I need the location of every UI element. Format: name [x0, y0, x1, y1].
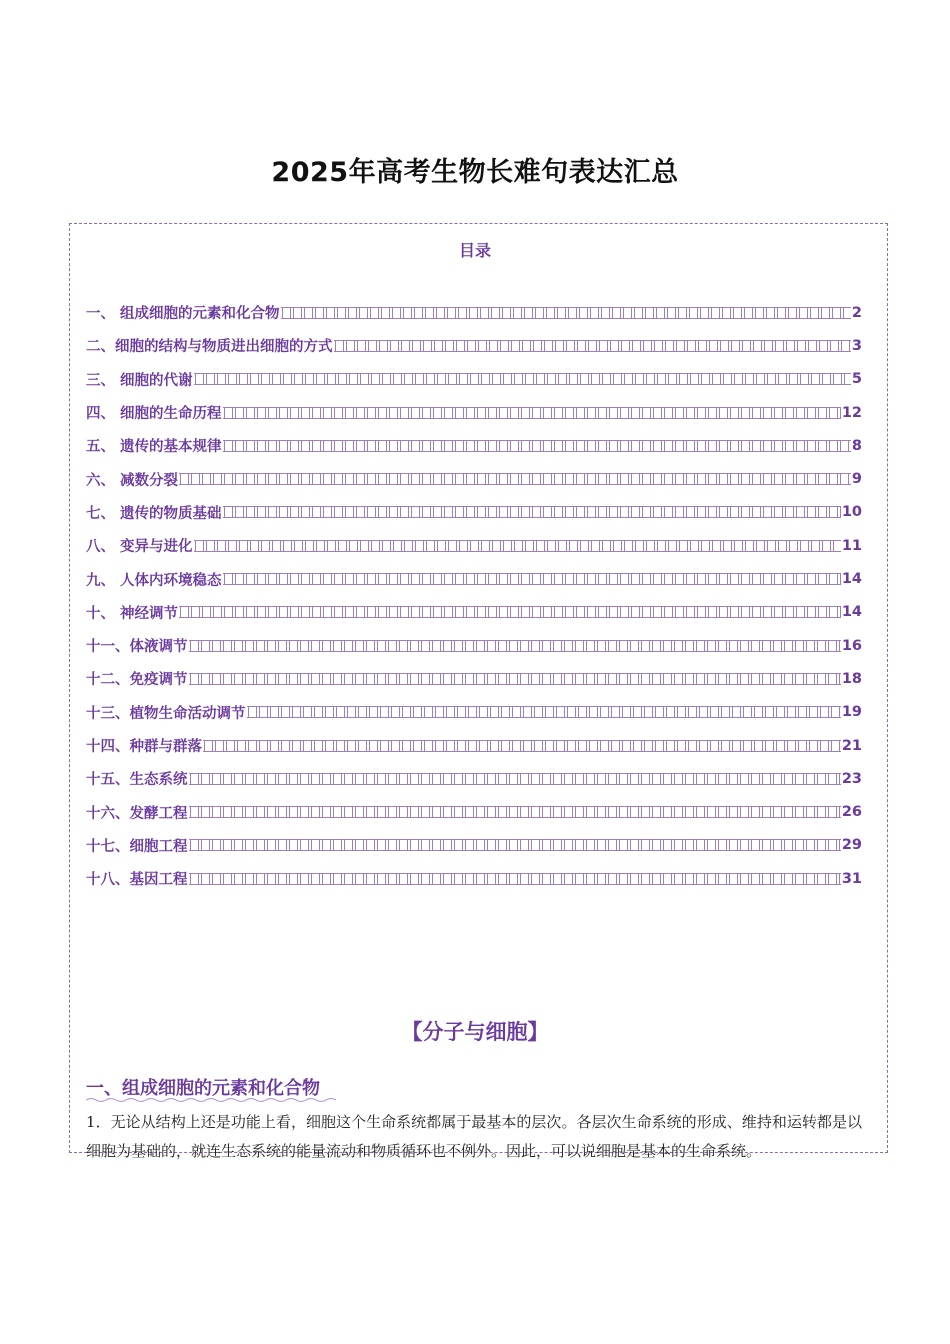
toc-entry-label: 十八、基因工程: [86, 872, 188, 889]
toc-leader: [194, 373, 851, 385]
toc-entry-label: 十五、生态系统: [86, 772, 188, 789]
toc-entry-page: 11: [841, 537, 862, 554]
document-title: 2025年高考生物长难句表达汇总: [271, 157, 679, 188]
toc-leader: [179, 473, 851, 485]
toc-entry[interactable]: [86, 363, 862, 396]
toc-entry-label: 八、 变异与进化: [86, 539, 193, 556]
toc-entry[interactable]: [86, 396, 862, 429]
toc-entry[interactable]: [86, 795, 862, 828]
toc-entry-label: 十二、免疫调节: [86, 672, 188, 689]
toc-entry-label: 六、 减数分裂: [86, 472, 179, 489]
toc-entry-label: 五、 遗传的基本规律: [86, 439, 222, 456]
toc-leader: [194, 540, 841, 552]
toc-entry-label: 十一、体液调节: [86, 639, 188, 656]
toc-leader: [179, 606, 841, 618]
toc-entry-page: 3: [851, 337, 862, 354]
toc-entry-page: 23: [841, 770, 862, 787]
toc-entry-page: 18: [841, 670, 862, 687]
toc-entry[interactable]: [86, 529, 862, 562]
toc-leader: [189, 873, 841, 885]
toc-entry-page: 19: [841, 704, 862, 721]
toc-leader: [334, 340, 851, 352]
toc-entry-label: 十七、细胞工程: [86, 838, 188, 855]
toc-entry-label: 九、 人体内环境稳态: [86, 572, 222, 589]
toc-leader: [189, 773, 841, 785]
toc-entry-label: 四、 细胞的生命历程: [86, 406, 222, 423]
toc-entry-page: 5: [851, 371, 862, 388]
toc-entry-page: 14: [841, 604, 862, 621]
section-banner: 【分子与细胞】: [401, 1020, 549, 1044]
toc-entry-page: 14: [841, 571, 862, 588]
toc-leader: [189, 673, 841, 685]
toc-entry-page: 26: [841, 804, 862, 821]
toc-entry[interactable]: [86, 429, 862, 462]
toc-leader: [189, 806, 841, 818]
toc-entry-label: 十六、发酵工程: [86, 805, 188, 822]
toc-list: [86, 296, 862, 895]
toc-entry[interactable]: [86, 829, 862, 862]
toc-entry-page: 16: [841, 637, 862, 654]
toc-leader: [281, 307, 851, 319]
toc-entry[interactable]: [86, 662, 862, 695]
toc-heading: 目录: [458, 241, 491, 260]
toc-entry-page: 29: [841, 837, 862, 854]
toc-entry[interactable]: [86, 462, 862, 495]
toc-entry-page: 8: [851, 437, 862, 454]
toc-entry[interactable]: [86, 862, 862, 895]
toc-entry-page: 2: [851, 304, 862, 321]
toc-leader: [223, 407, 841, 419]
toc-entry-page: 10: [841, 504, 862, 521]
toc-entry[interactable]: [86, 729, 862, 762]
toc-entry-label: 二、细胞的结构与物质进出细胞的方式: [86, 339, 333, 356]
toc-entry-page: 21: [841, 737, 862, 754]
toc-leader: [189, 839, 841, 851]
toc-entry-label: 七、 遗传的物质基础: [86, 505, 222, 522]
toc-entry-label: 三、 细胞的代谢: [86, 372, 193, 389]
toc-entry[interactable]: [86, 562, 862, 595]
toc-entry-page: 12: [841, 404, 862, 421]
section-heading: 一、组成细胞的元素和化合物: [86, 1078, 320, 1099]
toc-entry[interactable]: [86, 762, 862, 795]
toc-leader: [189, 640, 841, 652]
toc-leader: [203, 740, 841, 752]
toc-entry[interactable]: [86, 629, 862, 662]
toc-entry[interactable]: [86, 329, 862, 362]
heading-underline-wave: [86, 1097, 336, 1103]
toc-entry-label: 一、 组成细胞的元素和化合物: [86, 306, 280, 323]
toc-entry[interactable]: [86, 296, 862, 329]
toc-entry-label: 十四、种群与群落: [86, 739, 202, 755]
toc-leader: [223, 440, 851, 452]
toc-leader: [247, 706, 841, 718]
toc-entry[interactable]: [86, 596, 862, 629]
toc-entry[interactable]: [86, 696, 862, 729]
toc-entry-label: 十三、植物生命活动调节: [86, 705, 246, 722]
toc-leader: [223, 506, 841, 518]
toc-entry[interactable]: [86, 496, 862, 529]
toc-leader: [223, 573, 841, 585]
body-paragraph: 1．无论从结构上还是功能上看，细胞这个生命系统都属于最基本的层次。各层次生命系统的形成、维持和运转都是以细胞为基础的，就连生态系统的能量流动和物质循环也不例外。因此，可以说细胞是基本的生命系统。: [86, 1113, 862, 1160]
toc-entry-page: 9: [851, 471, 862, 488]
toc-entry-page: 31: [841, 870, 862, 887]
toc-entry-label: 十、 神经调节: [86, 605, 179, 622]
